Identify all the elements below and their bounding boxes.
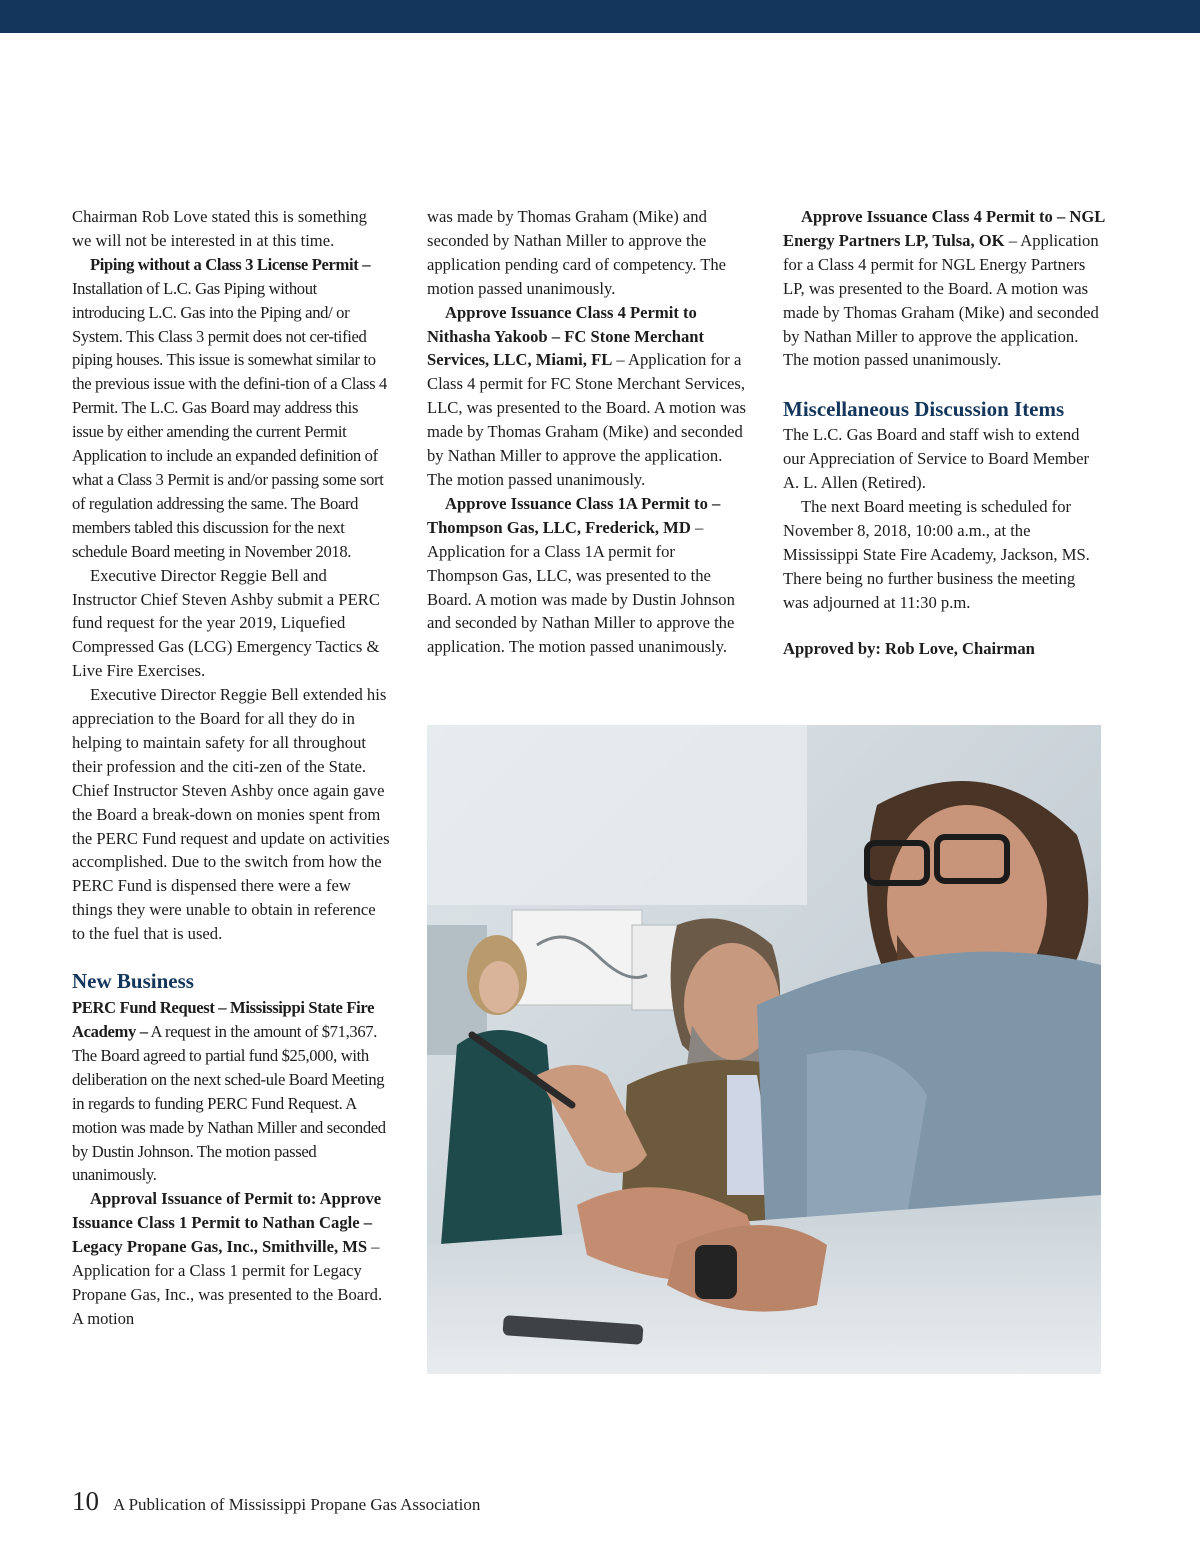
page-footer: [72, 1486, 480, 1520]
section-heading: New Business: [72, 969, 194, 994]
paragraph-heading: PERC Fund Request – Mississippi State Fire Academy –: [72, 998, 375, 1041]
paragraph-heading: Approve Issuance Class 4 Permit to Nithasha Yakoob – FC Stone Merchant Services, LLC, Miami, FL: [427, 302, 705, 370]
paragraph-body: – Application for a Class 1A permit for Thompson Gas, LLC, was presented to the Board. A motion was made by Dustin Johnson and seconded by Nathan Miller to approve the application. The motion passed unanimously.: [427, 517, 735, 657]
approval-line: Approved by: Rob Love, Chairman: [783, 638, 1035, 658]
paragraph-heading: Approve Issuance Class 1A Permit to – Thompson Gas, LLC, Frederick, MD: [427, 493, 721, 537]
paragraph-body: Installation of L.C. Gas Piping without introducing L.C. Gas into the Piping and/ or System. This Class 3 permit does not cer-tified piping houses. This issue is somewhat similar to the previous issue with the defini-tion of a Class 4 Permit. The L.C. Gas Board may address this issue by either amending the current Permit Application to include an expanded definition of what a Class 3 Permit is and/or passing some sort of regulation addressing the same. The Board members tabled this discussion for the next schedule Board meeting in November 2018.: [72, 278, 388, 561]
publication-name: A Publication of Mississippi Propane Gas Association: [113, 1495, 481, 1514]
column-1: [72, 205, 390, 1331]
paragraph: Executive Director Reggie Bell and Instructor Chief Steven Ashby submit a PERC fund request for the year 2019, Liquefied Compressed Gas (LCG) Emergency Tactics & Live Fire Exercises.: [72, 565, 380, 681]
paragraph: Chairman Rob Love stated this is something we will not be interested in at this time.: [72, 207, 367, 250]
paragraph-heading: Piping without a Class 3 License Permit –: [90, 254, 371, 274]
section-heading: Miscellaneous Discussion Items: [783, 397, 1065, 422]
paragraph: [72, 1187, 390, 1330]
paragraph: [427, 492, 749, 659]
paragraph-body: – Application for a Class 4 permit for NGL Energy Partners LP, was presented to the Board. A motion was made by Thomas Graham (Mike) and seconded by Nathan Miller to approve the application. The motion passed unanimously.: [783, 230, 1099, 370]
page-number: 10: [72, 1486, 99, 1516]
header-bar: [0, 0, 1200, 33]
paragraph: was made by Thomas Graham (Mike) and seconded by Nathan Miller to approve the application pending card of competency. The motion passed unanimously.: [427, 207, 727, 298]
paragraph-body: A request in the amount of $71,367. The Board agreed to partial fund $25,000, with deliberation on the next sched-ule Board Meeting in regards to funding PERC Fund Request. A motion was made by Nathan Miller and seconded by Dustin Johnson. The motion passed unanimously.: [72, 1022, 386, 1185]
paragraph: [783, 205, 1105, 372]
paragraph: The next Board meeting is scheduled for November 8, 2018, 10:00 a.m., at the Mississippi State Fire Academy, Jackson, MS. There being no further business the meeting was adjourned at 11:30 p.m.: [783, 497, 1090, 612]
paragraph: The L.C. Gas Board and staff wish to extend our Appreciation of Service to Board Member A. L. Allen (Retired).: [783, 425, 1089, 493]
column-2: [427, 205, 749, 659]
column-3: [783, 205, 1105, 661]
paragraph: [427, 301, 749, 492]
paragraph: [72, 996, 390, 1187]
paragraph-body: – Application for a Class 4 permit for FC Stone Merchant Services, LLC, was presented to the Board. A motion was made by Thomas Graham (Mike) and seconded by Nathan Miller to approve the application. The motion passed unanimously.: [427, 350, 746, 489]
meeting-photo: [427, 725, 1101, 1374]
paragraph: Executive Director Reggie Bell extended his appreciation to the Board for all they do in helping to maintain safety for all throughout their profession and the citi-zen of the State. Chief Instructor Steven Ashby once again gave the Board a break-down on monies spent from the PERC Fund request and update on activities accomplished. Due to the switch from how the PERC Fund is dispensed there were a few things they were unable to obtain in reference to the fuel that is used.: [72, 685, 390, 944]
paragraph: [72, 253, 390, 564]
paragraph-body: – Application for a Class 1 permit for Legacy Propane Gas, Inc., was presented to the Board. A motion: [72, 1237, 383, 1328]
paragraph-heading: Approve Issuance Class 4 Permit to – NGL Energy Partners LP, Tulsa, OK: [783, 207, 1105, 250]
paragraph-heading: Approval Issuance of Permit to: Approve Issuance Class 1 Permit to Nathan Cagle – Legacy Propane Gas, Inc., Smithville, MS: [72, 1189, 382, 1257]
